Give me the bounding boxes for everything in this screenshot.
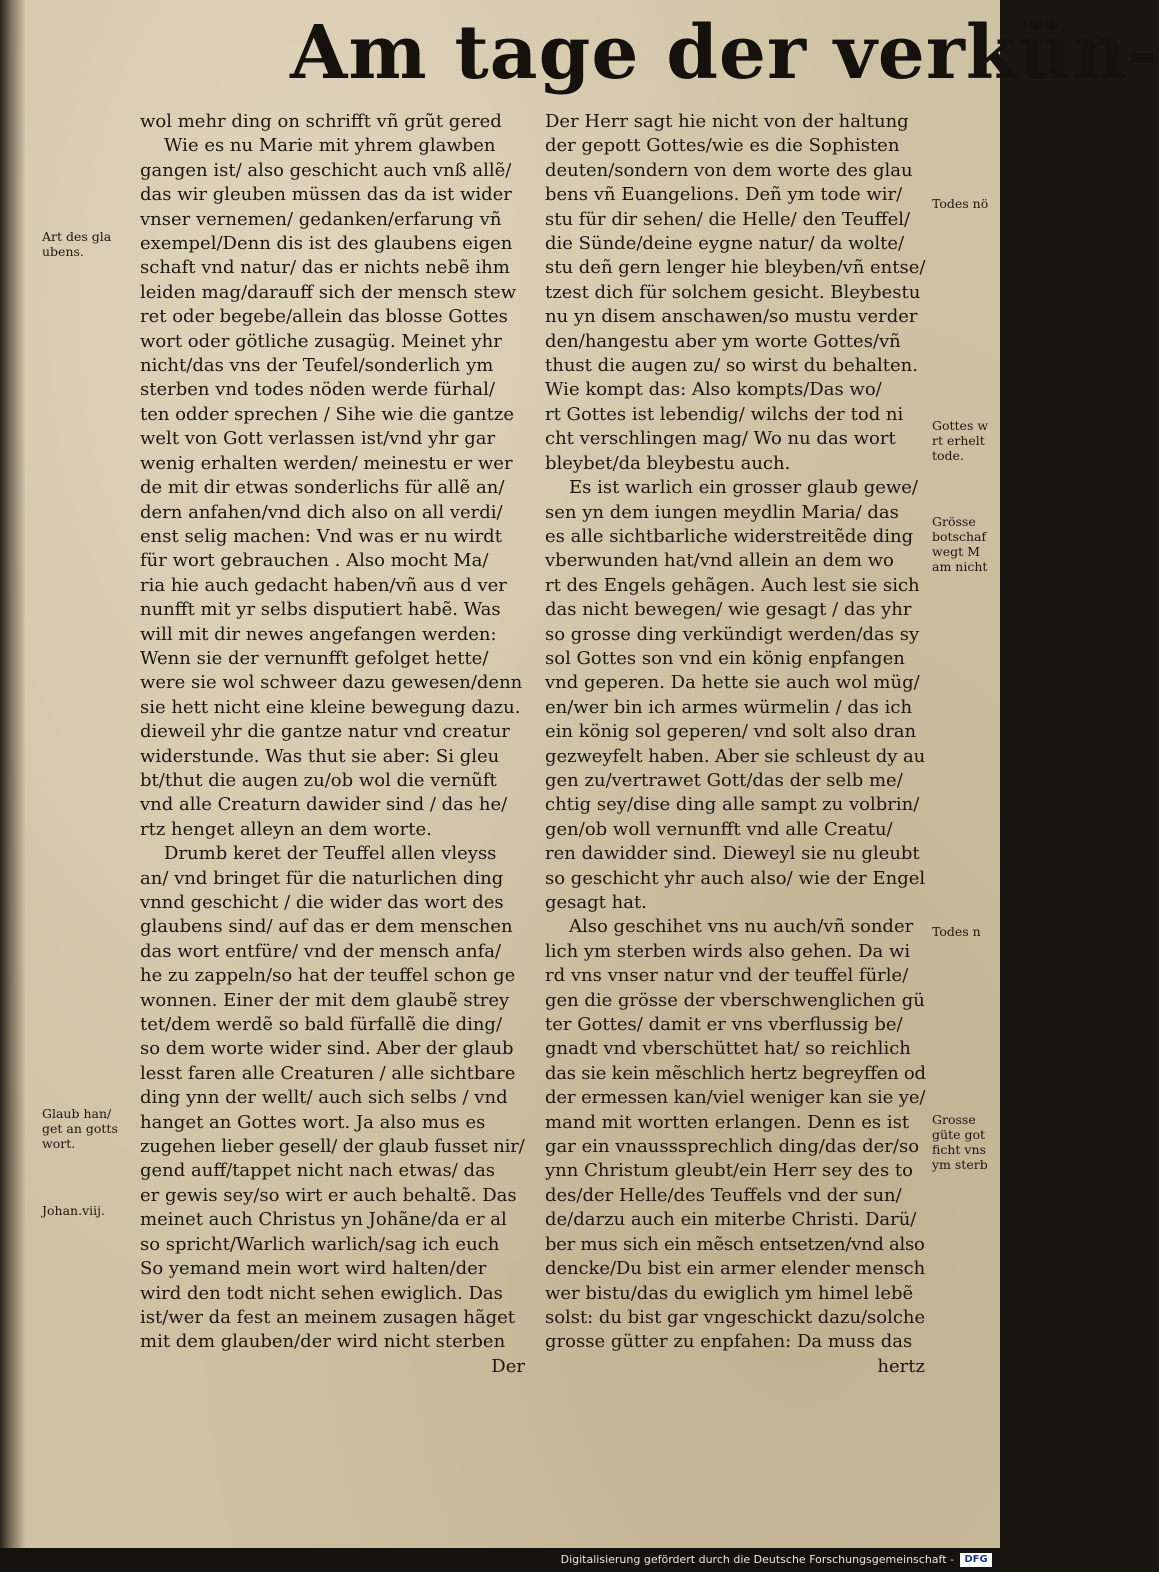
text-line: wol mehr ding on schrifft vñ grũt gered <box>140 111 502 132</box>
margin-note-glaub-hanget <box>42 1106 118 1151</box>
text-line: er gewis sey/so wirt er auch behaltẽ. Das <box>140 1184 517 1206</box>
text-line: Wie kompt das: Also kompts/Das wo/ <box>545 379 882 401</box>
text-line: gangen ist/ also geschicht auch vnß allẽ/ <box>140 159 512 181</box>
text-line: vnnd geschicht / die wider das wort des <box>140 892 504 913</box>
binding-shadow <box>0 0 26 1548</box>
margin-note-line: Johan.viij. <box>42 1203 105 1218</box>
text-line: hanget an Gottes wort. Ja also mus es <box>140 1111 486 1133</box>
text-line: Wenn sie der vernunfft gefolget hette/ <box>140 647 489 669</box>
text-line: der gepott Gottes/wie es die Sophisten <box>545 135 900 157</box>
margin-note-line: botschaf <box>932 529 987 544</box>
text-line: bt/thut die augen zu/ob wol die vernũft <box>140 769 497 791</box>
text-line: glaubens sind/ auf das er dem menschen <box>140 916 513 938</box>
text-line: de/darzu auch ein miterbe Christi. Darü/ <box>545 1209 917 1231</box>
text-line: an/ vnd bringet für die naturlichen ding <box>140 867 504 889</box>
text-line: dieweil yhr die gantze natur vnd creatur <box>140 721 510 743</box>
text-line: vnd geperen. Da hette sie auch wol müg/ <box>545 672 920 694</box>
margin-note-line: Todes n <box>932 924 981 939</box>
margin-note-todes-2 <box>932 924 981 939</box>
margin-note-line: güte got <box>932 1127 985 1142</box>
text-line: gesagt hat. <box>545 892 647 913</box>
text-line: so dem worte wider sind. Aber der glaub <box>140 1038 514 1060</box>
text-line: gezweyfelt haben. Aber sie schleust dy au <box>545 745 926 767</box>
text-line: vnd alle Creaturn dawider sind / das he/ <box>140 794 508 816</box>
text-line: leiden mag/darauff sich der mensch stew <box>140 281 517 303</box>
text-line: vnser vernemen/ gedanken/erfarung vñ <box>140 208 502 230</box>
text-line: rt Gottes ist lebendig/ wilchs der tod ni <box>545 403 904 425</box>
text-line: gen/ob woll vernunfft vnd alle Creatu/ <box>545 818 893 840</box>
text-line: Es ist warlich ein grosser glaub gewe/ <box>569 477 918 499</box>
text-line: schaft vnd natur/ das er nichts nebẽ ihm <box>140 257 510 279</box>
margin-note-gottes-wort <box>932 418 988 463</box>
text-line: ein könig sol geperen/ vnd solt also dran <box>545 721 917 743</box>
text-line: wird den todt nicht sehen ewiglich. Das <box>140 1282 503 1304</box>
margin-note-line: Glaub han/ <box>42 1106 112 1121</box>
text-line: sterben vnd todes nöden werde fürhal/ <box>140 379 495 401</box>
text-line: nu yn disem anschawen/so mustu verder <box>545 306 918 328</box>
text-line: ist/wer da fest an meinem zusagen hãget <box>140 1306 515 1328</box>
text-line: Wie es nu Marie mit yhrem glawben <box>164 135 496 157</box>
text-line: zugehen lieber gesell/ der glaub fusset nir/ <box>140 1136 525 1158</box>
text-line: chtig sey/dise ding alle sampt zu volbrin/ <box>545 794 920 816</box>
margin-note-line: Art des gla <box>42 229 112 244</box>
text-line: were sie wol schweer dazu gewesen/denn <box>140 672 523 694</box>
text-line: So yemand mein wort wird halten/der <box>140 1258 487 1280</box>
text-line: wonnen. Einer der mit dem glaubẽ strey <box>140 989 510 1011</box>
text-line: ynn Christum gleubt/ein Herr sey des to <box>545 1160 913 1182</box>
text-line: grosse gütter zu enpfahen: Da muss das <box>545 1331 913 1353</box>
margin-note-line: Grosse <box>932 1112 976 1127</box>
text-line: das wir gleuben müssen das da ist wider <box>140 184 512 206</box>
text-line: hertz <box>877 1355 925 1377</box>
text-line: das nicht bewegen/ wie gesagt / das yhr <box>545 599 912 621</box>
text-line: wenig erhalten werden/ meinestu er wer <box>140 452 513 474</box>
margin-note-line: am nicht <box>932 559 988 574</box>
text-line: Der <box>491 1355 525 1377</box>
text-line: sol Gottes son vnd ein könig enpfangen <box>545 647 905 669</box>
margin-note-line: ubens. <box>42 244 84 259</box>
left-text-column <box>140 110 525 1379</box>
digitization-footer <box>0 1548 1000 1572</box>
text-line: der ermessen kan/viel weniger kan sie ye/ <box>545 1087 926 1109</box>
text-line: tzest dich für solchem gesicht. Bleybestu <box>545 281 921 303</box>
text-line: gnadt vnd vberschüttet hat/ so reichlich <box>545 1038 911 1060</box>
text-line: bens vñ Euangelions. Deñ ym tode wir/ <box>545 184 903 206</box>
margin-note-line: ym sterb <box>932 1157 988 1172</box>
text-line: stu für dir sehen/ die Helle/ den Teuffel/ <box>545 208 911 230</box>
text-line: sen yn dem iungen meydlin Maria/ das <box>545 501 899 523</box>
text-line: gar ein vnausssprechlich ding/das der/so <box>545 1136 920 1158</box>
text-line: die Sünde/deine eygne natur/ da wolte/ <box>545 233 905 255</box>
text-line: ber mus sich ein mẽsch entsetzen/vnd also <box>545 1233 925 1255</box>
text-line: tet/dem werdẽ so bald fürfallẽ die ding/ <box>140 1014 503 1036</box>
margin-note-line: rt erhelt <box>932 433 985 448</box>
text-line: ten odder sprechen / Sihe wie die gantze <box>140 403 514 425</box>
text-line: vberwunden hat/vnd allein an dem wo <box>545 550 894 572</box>
text-line: ria hie auch gedacht haben/vñ aus d ver <box>140 574 507 596</box>
margin-note-line: tode. <box>932 448 964 463</box>
text-line: das wort entfüre/ vnd der mensch anfa/ <box>140 940 502 962</box>
text-line: gen zu/vertrawet Gott/das der selb me/ <box>545 769 903 791</box>
margin-note-line: Gottes w <box>932 418 989 433</box>
margin-note-line: ficht vns <box>932 1142 986 1157</box>
text-line: nunfft mit yr selbs disputiert habẽ. Was <box>140 599 501 621</box>
text-line: stu deñ gern lenger hie bleyben/vñ entse/ <box>545 257 926 279</box>
text-line: ding ynn der wellt/ auch sich selbs / vnd <box>140 1087 508 1109</box>
text-line: ret oder begebe/allein das blosse Gottes <box>140 306 508 328</box>
text-line: bleybet/da bleybestu auch. <box>545 452 791 474</box>
text-line: so geschicht yhr auch also/ wie der Engel <box>545 867 926 889</box>
text-line: dern anfahen/vnd dich also on all verdi/ <box>140 501 503 523</box>
text-line: ren dawidder sind. Dieweyl sie nu gleubt <box>545 843 920 865</box>
running-title: Am tage der verkün- <box>290 10 1159 96</box>
text-line: Der Herr sagt hie nicht von der haltung <box>545 111 909 132</box>
footer-credit: Digitalisierung gefördert durch die Deutsche Forschungsgemeinschaft - <box>560 1553 954 1566</box>
margin-note-line: wort. <box>42 1136 76 1151</box>
text-line: für wort gebrauchen . Also mocht Ma/ <box>140 550 489 572</box>
text-line: lesst faren alle Creaturen / alle sichtbare <box>140 1062 516 1084</box>
dfg-logo-icon: DFG <box>960 1553 992 1567</box>
text-line: rd vns vnser natur vnd der teuffel fürle/ <box>545 965 909 987</box>
text-line: nicht/das vns der Teufel/sonderlich ym <box>140 355 494 377</box>
text-line: ter Gottes/ damit er vns vberflussig be/ <box>545 1014 903 1036</box>
text-line: en/wer bin ich armes würmelin / das ich <box>545 696 913 718</box>
text-line: welt von Gott verlassen ist/vnd yhr gar <box>140 428 496 450</box>
text-line: solst: du bist gar vngeschickt dazu/solche <box>545 1306 926 1328</box>
text-line: exempel/Denn dis ist des glaubens eigen <box>140 233 513 255</box>
margin-note-groesse-botschaft <box>932 514 987 574</box>
text-line: enst selig machen: Vnd was er nu wirdt <box>140 525 502 547</box>
text-line: thust die augen zu/ so wirst du behalten. <box>545 355 918 377</box>
margin-note-line: get an gotts <box>42 1121 118 1136</box>
text-line: rt des Engels gehãgen. Auch lest sie sich <box>545 574 920 596</box>
text-line: den/hangestu aber ym worte Gottes/vñ <box>545 330 901 352</box>
text-line: das sie kein mẽschlich hertz begreyffen od <box>545 1062 926 1084</box>
text-line: cht verschlingen mag/ Wo nu das wort <box>545 428 896 450</box>
text-line: dencke/Du bist ein armer elender mensch <box>545 1258 926 1280</box>
text-line: Also geschihet vns nu auch/vñ sonder <box>569 916 914 938</box>
margin-note-line: Todes nö <box>932 196 989 211</box>
text-line: rtz henget alleyn an dem worte. <box>140 818 432 840</box>
text-line: so spricht/Warlich warlich/sag ich euch <box>140 1233 500 1255</box>
text-line: gen die grösse der vberschwenglichen gü <box>545 989 925 1011</box>
margin-note-todes-1 <box>932 196 988 211</box>
text-line: Drumb keret der Teuffel allen vleyss <box>164 843 497 865</box>
right-text-column <box>545 110 925 1379</box>
text-line: widerstunde. Was thut sie aber: Si gleu <box>140 745 500 767</box>
text-line: lich ym sterben wirds also gehen. Da wi <box>545 940 911 962</box>
text-line: so grosse ding verkündigt werden/das sy <box>545 623 920 645</box>
text-line: de mit dir etwas sonderlichs für allẽ an/ <box>140 477 505 499</box>
margin-note-line: wegt M <box>932 544 980 559</box>
text-line: meinet auch Christus yn Johãne/da er al <box>140 1209 507 1231</box>
text-line: mit dem glauben/der wird nicht sterben <box>140 1331 506 1353</box>
text-line: mand mit wortten erlangen. Denn es ist <box>545 1111 910 1133</box>
text-line: wer bistu/das du ewiglich ym himel lebẽ <box>545 1282 914 1304</box>
text-line: des/der Helle/des Teuffels vnd der sun/ <box>545 1184 902 1206</box>
text-line: es alle sichtbarliche widerstreitẽde ding <box>545 525 914 547</box>
text-line: gend auff/tappet nicht nach etwas/ das <box>140 1160 496 1182</box>
margin-note-line: Grösse <box>932 514 976 529</box>
margin-note-johan <box>42 1203 105 1218</box>
margin-note-art-des-glaubens <box>42 229 111 259</box>
text-line: will mit dir newes angefangen werden: <box>140 623 497 645</box>
text-line: sie hett nicht eine kleine bewegung dazu. <box>140 696 521 718</box>
text-line: wort oder götliche zusagüg. Meinet yhr <box>140 330 502 352</box>
margin-note-grosse-gueter <box>932 1112 988 1172</box>
text-line: he zu zappeln/so hat der teuffel schon ge <box>140 965 516 987</box>
text-line: deuten/sondern von dem worte des glau <box>545 159 913 181</box>
